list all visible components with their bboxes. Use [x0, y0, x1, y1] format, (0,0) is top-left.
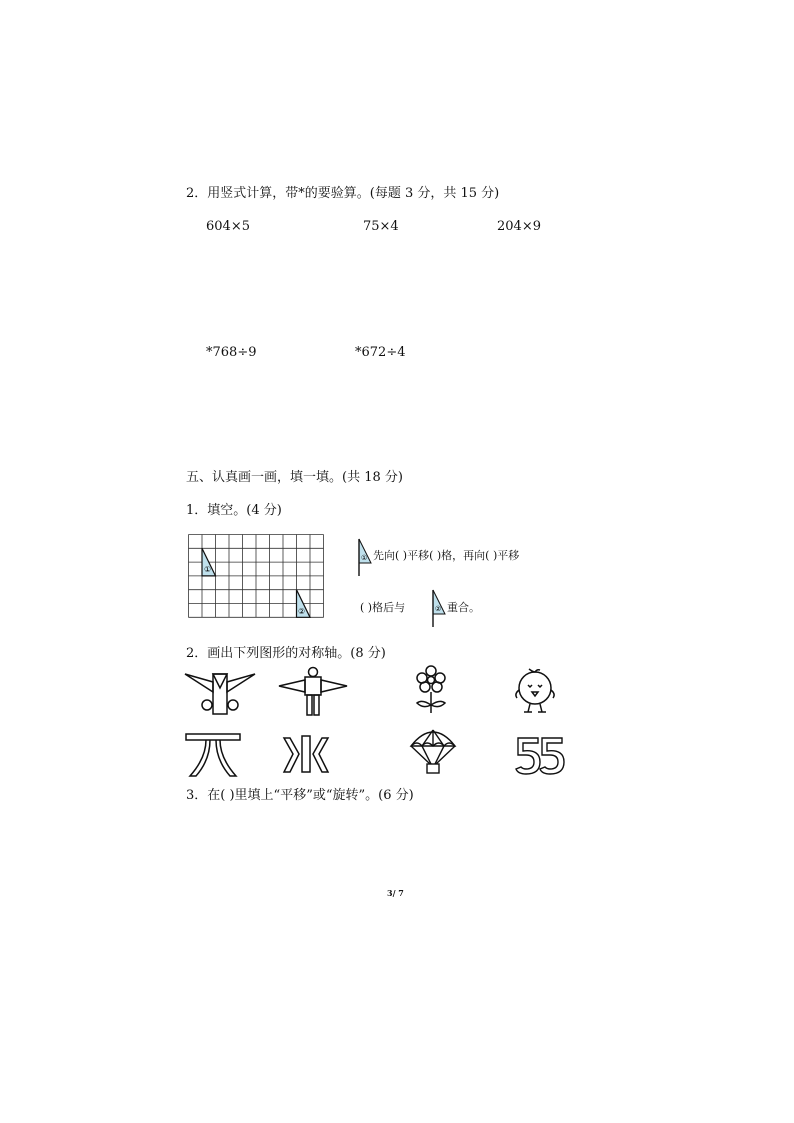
- problem-75x4: 75×4: [363, 219, 399, 234]
- svg-text:①: ①: [361, 554, 368, 562]
- question-1-title: 1．填空。(4 分): [186, 503, 282, 518]
- bird-figure: [183, 670, 257, 718]
- parachute-figure: [408, 724, 458, 776]
- arch-figure: [184, 732, 242, 778]
- problem-672div4: *672÷4: [355, 345, 406, 360]
- fill-line-2b: 重合。: [447, 601, 480, 614]
- section-5-title: 五、认真画一画，填一填。(共 18 分): [186, 470, 403, 485]
- question-3-title: 3．在( )里填上“平移”或“旋转”。(6 分): [186, 788, 414, 803]
- question-2-symmetry-title: 2．画出下列图形的对称轴。(8 分): [186, 646, 386, 661]
- fill-line-1: 先向( )平移( )格，再向( )平移: [373, 549, 520, 562]
- question-2-title: 2．用竖式计算，带*的要验算。(每题 3 分，共 15 分): [186, 186, 500, 201]
- triangle-2-label: ②: [298, 607, 306, 616]
- zhe-character-figure: [282, 734, 330, 774]
- chick-figure: [513, 666, 557, 716]
- problem-204x9: 204×9: [497, 219, 541, 234]
- translation-grid: [188, 534, 326, 618]
- problem-768div9: *768÷9: [206, 345, 257, 360]
- flag-1-icon: [357, 537, 373, 577]
- problem-604x5: 604×5: [206, 219, 250, 234]
- svg-text:②: ②: [435, 605, 442, 613]
- flower-figure: [414, 665, 448, 715]
- page-number: 3/ 7: [387, 888, 404, 898]
- triangle-1-label: ①: [204, 565, 212, 574]
- flag-2-icon: [431, 588, 447, 628]
- number-55-figure: [514, 736, 566, 776]
- fill-line-2a: ( )格后与: [360, 601, 406, 614]
- robot-figure: [277, 666, 349, 718]
